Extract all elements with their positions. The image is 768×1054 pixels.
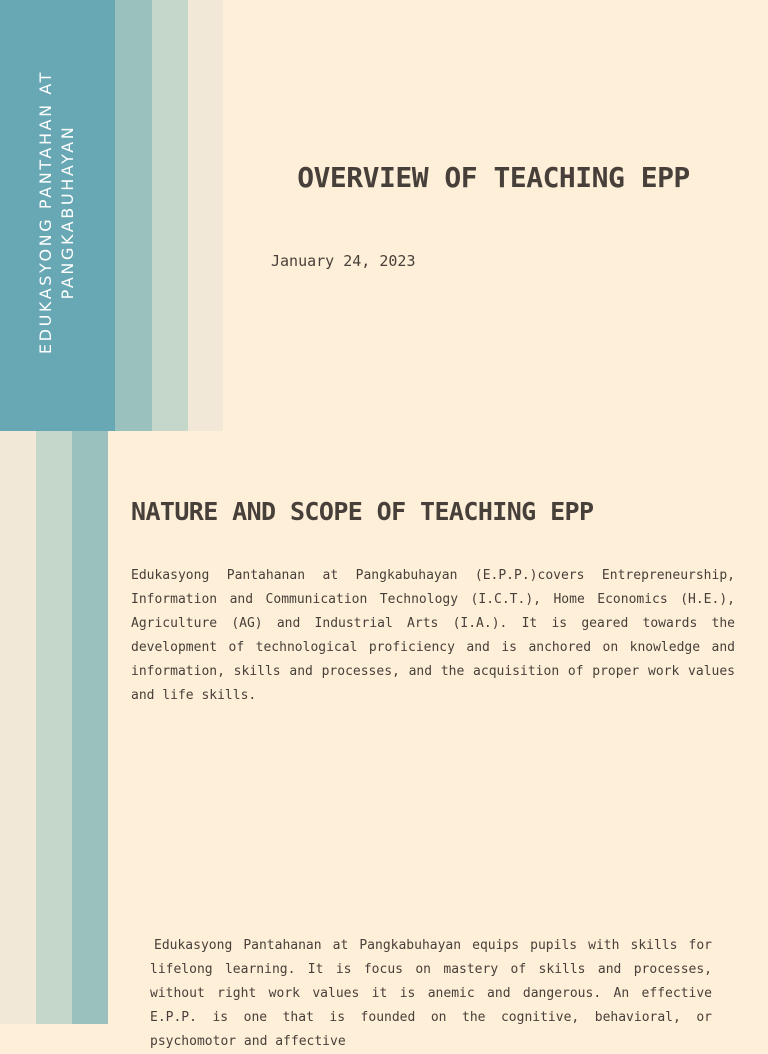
body-paragraph: Edukasyong Pantahanan at Pangkabuhayan (E.P.P.)covers Entrepreneurship, Information and Communication Technology (I.C.T.), Home Economics (H.E.), Agriculture (AG) and Industrial Arts (I.A.). It is geared towards the development of technological proficiency and is anchored on knowledge and information, skills and processes, and the acquisition of proper work values and life skills. [131, 568, 735, 703]
document-title: OVERVIEW OF TEACHING EPP [297, 161, 690, 194]
decorative-stripe [72, 431, 108, 1024]
document-date: January 24, 2023 [271, 252, 416, 270]
decorative-stripe [188, 0, 223, 431]
section-heading: NATURE AND SCOPE OF TEACHING EPP [131, 497, 594, 526]
sidebar-title-container [0, 0, 115, 431]
decorative-stripe [36, 431, 72, 1024]
body-paragraph: Edukasyong Pantahanan at Pangkabuhayan equips pupils with skills for lifelong learning. It is focus on mastery of skills and processes, without right work values it is anemic and dangerous. An effective E.P.P. is one that is founded on the cognitive, behavioral, or psychomotor and affective [150, 938, 712, 1049]
decorative-stripe [152, 0, 188, 431]
sidebar-title: EDUKASYONG PANTAHAN AT PANGKABUHAYAN [36, 69, 77, 355]
decorative-stripe [115, 0, 152, 431]
decorative-stripe [0, 431, 36, 1024]
